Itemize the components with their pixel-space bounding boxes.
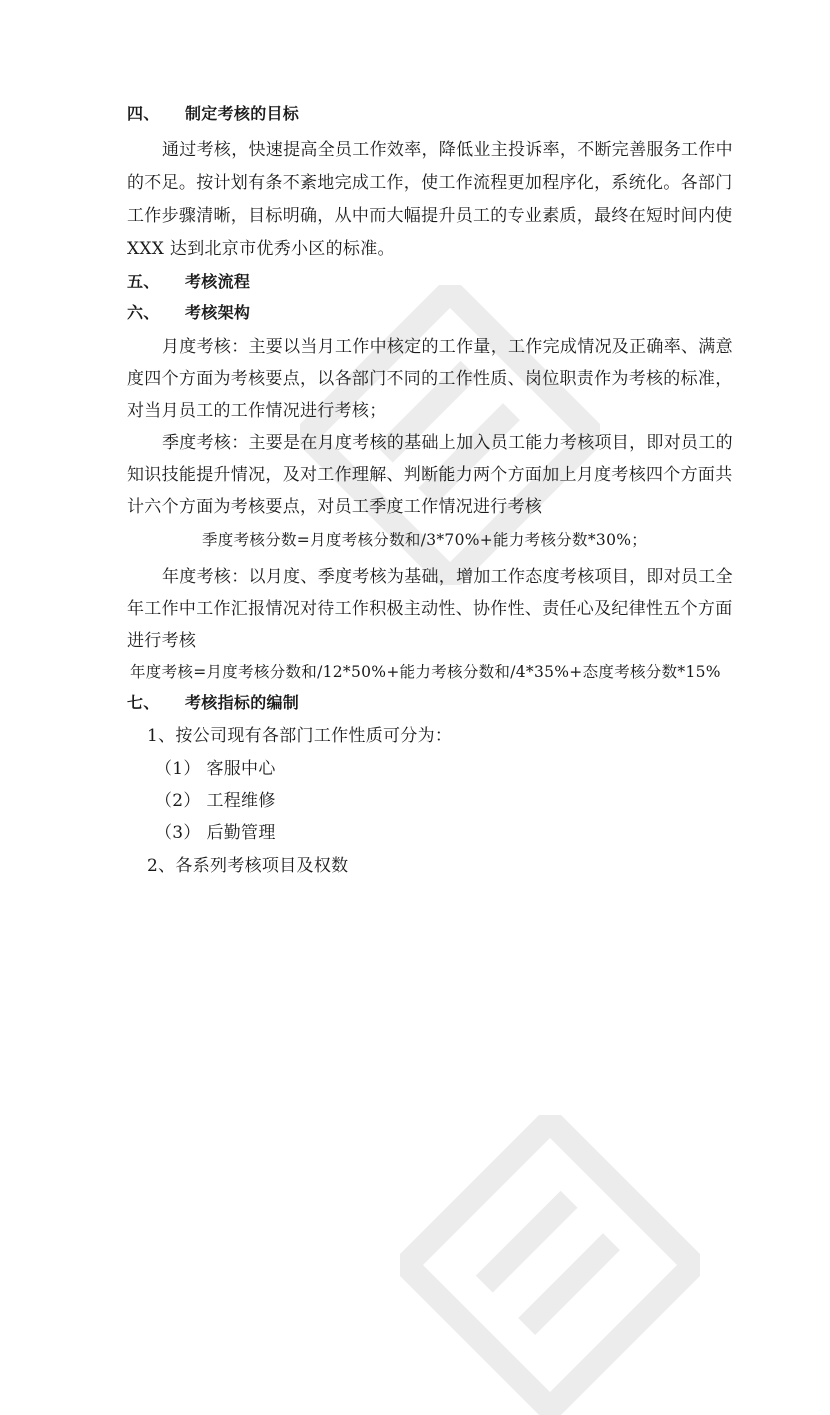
section-number: 五、 [127,272,160,291]
annual-line: 年工作中工作汇报情况对待工作积极主动性、协作性、责任心及纪律性五个方面 [127,599,733,619]
paragraph-line: 工作步骤清晰，目标明确，从中而大幅提升员工的专业素质，最终在短时间内使 [127,206,733,226]
quarterly-line: 知识技能提升情况，及对工作理解、判断能力两个方面加上月度考核四个方面共 [127,465,733,485]
annual-line: 年度考核：以月度、季度考核为基础，增加工作态度考核项目，即对员工全 [162,567,733,587]
list-item-2: 2、各系列考核项目及权数 [147,856,349,876]
annual-formula: 年度考核=月度考核分数和/12*50%+能力考核分数和/4*35%+态度考核分数*15% [130,663,721,681]
paragraph-line: XXX 达到北京市优秀小区的标准。 [127,239,395,259]
department-name: 后勤管理 [206,823,276,843]
list-item-1: 1、按公司现有各部门工作性质可分为： [147,726,453,746]
department-item [127,822,276,844]
department-number: （2） [155,791,201,811]
section-number: 四、 [127,104,160,123]
department-number: （3） [155,823,201,843]
section-heading-5 [127,271,250,293]
section-number: 六、 [127,303,160,322]
quarterly-line: 季度考核：主要是在月度考核的基础上加入员工能力考核项目，即对员工的 [162,433,733,453]
section-heading-4 [127,103,299,125]
department-number: （1） [155,759,201,779]
department-item [127,758,276,780]
quarterly-line: 计六个方面为考核要点，对员工季度工作情况进行考核 [127,497,543,517]
monthly-line: 度四个方面为考核要点，以各部门不同的工作性质、岗位职责作为考核的标准， [127,369,733,389]
quarterly-formula: 季度考核分数=月度考核分数和/3*70%+能力考核分数*30%； [202,531,648,549]
monthly-line: 对当月员工的工作情况进行考核； [127,401,387,421]
section-title: 考核架构 [185,303,251,322]
section-heading-6 [127,302,250,324]
department-item [127,790,276,812]
section-title: 考核指标的编制 [185,693,300,712]
paragraph-line: 通过考核，快速提高全员工作效率，降低业主投诉率，不断完善服务工作中 [162,140,733,160]
watermark-logo-icon [400,1115,700,1415]
monthly-line: 月度考核：主要以当月工作中核定的工作量，工作完成情况及正确率、满意 [162,337,733,357]
section-title: 考核流程 [185,272,251,291]
section-heading-7 [127,692,299,714]
section-title: 制定考核的目标 [185,104,300,123]
annual-line: 进行考核 [127,631,197,651]
department-name: 工程维修 [206,791,276,811]
department-name: 客服中心 [206,759,276,779]
section-number: 七、 [127,693,160,712]
paragraph-line: 的不足。按计划有条不紊地完成工作，使工作流程更加程序化，系统化。各部门 [127,173,733,193]
